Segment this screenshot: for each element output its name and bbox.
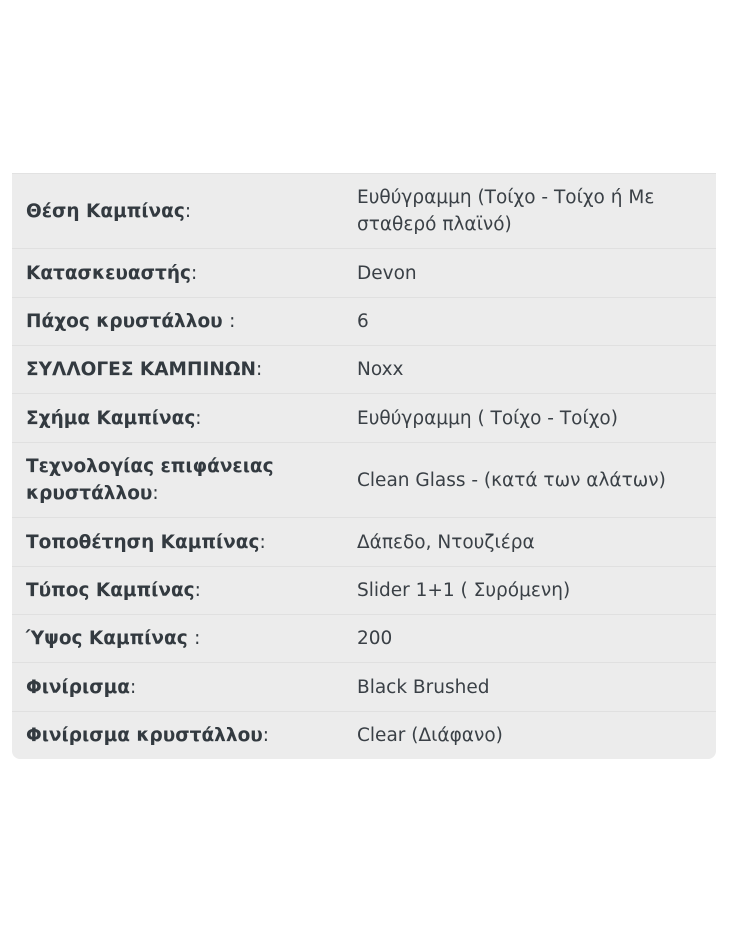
spec-label: Φινίρισμα: — [26, 676, 137, 698]
spec-value: Ευθύγραμμη (Τοίχο - Τοίχο ή Με σταθερό πλαϊνό) — [357, 187, 655, 235]
spec-value: 6 — [357, 311, 369, 332]
spec-value: Clear (Διάφανο) — [357, 725, 503, 746]
spec-value: 200 — [357, 628, 393, 649]
spec-row-cabin-height — [12, 615, 716, 663]
spec-value: Ευθύγραμμη ( Τοίχο - Τοίχο) — [357, 407, 618, 429]
spec-value: Noxx — [357, 359, 404, 380]
spec-value: Clean Glass - (κατά των αλάτων) — [357, 469, 666, 491]
spec-row-glass-thickness — [12, 298, 716, 346]
spec-label: ΣΥΛΛΟΓΕΣ ΚΑΜΠΙΝΩΝ: — [26, 359, 263, 380]
spec-label: Τεχνολογίας επιφάνειας κρυστάλλου: — [26, 456, 274, 504]
spec-label: Φινίρισμα κρυστάλλου: — [26, 725, 270, 746]
spec-row-manufacturer — [12, 249, 716, 298]
spec-row-surface-technology — [12, 443, 716, 518]
specifications-table — [12, 173, 716, 759]
spec-row-finish — [12, 663, 716, 712]
spec-row-cabin-shape — [12, 394, 716, 443]
spec-value: Black Brushed — [357, 676, 490, 698]
spec-label: Πάχος κρυστάλλου : — [26, 311, 236, 332]
spec-label: Θέση Καμπίνας: — [26, 200, 192, 222]
spec-label: Ύψος Καμπίνας : — [26, 628, 201, 649]
spec-label: Τύπος Καμπίνας: — [26, 580, 201, 601]
spec-label: Κατασκευαστής: — [26, 262, 198, 284]
spec-row-cabin-position — [12, 174, 716, 249]
spec-value: Slider 1+1 ( Συρόμενη) — [357, 580, 571, 601]
spec-row-cabin-type — [12, 567, 716, 615]
spec-label: Τοποθέτηση Καμπίνας: — [26, 531, 266, 553]
spec-label: Σχήμα Καμπίνας: — [26, 407, 202, 429]
spec-row-glass-finish — [12, 712, 716, 759]
spec-value: Devon — [357, 262, 417, 284]
spec-row-collections — [12, 346, 716, 394]
spec-value: Δάπεδο, Ντουζιέρα — [357, 531, 535, 553]
spec-row-installation — [12, 518, 716, 567]
